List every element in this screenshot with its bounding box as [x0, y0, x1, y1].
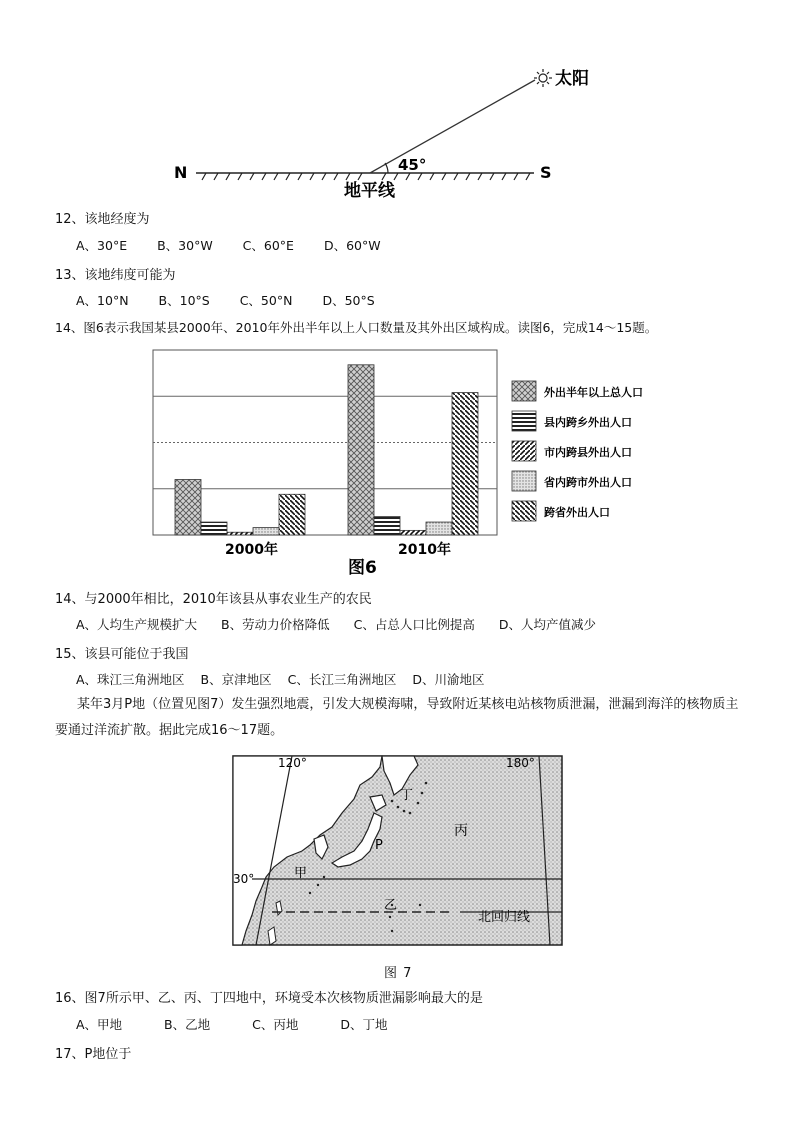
legend-swatch-province [512, 471, 536, 491]
q15-options [76, 670, 510, 688]
q12-options [76, 236, 407, 254]
tropic-label: 北回归线 [478, 910, 531, 925]
category-label: 2000年 [225, 542, 278, 558]
q14-stem: 14、与2000年相比，2010年该县从事农业生产的农民 [55, 592, 372, 607]
q13-options [76, 291, 401, 309]
horizon-hatch [202, 173, 530, 180]
q16-option-b[interactable]: B、乙地 [164, 1017, 211, 1032]
category-label: 2010年 [398, 542, 451, 558]
q13-option-b[interactable]: B、10°S [158, 293, 210, 308]
jia-label: 甲 [294, 866, 308, 881]
q15-option-d[interactable]: D、川渝地区 [412, 672, 485, 687]
q16-option-d[interactable]: D、丁地 [340, 1017, 388, 1032]
q13-option-c[interactable]: C、50°N [239, 293, 293, 308]
bar-2010-total [348, 365, 374, 535]
legend-label-province: 省内跨市外出人口 [544, 476, 632, 489]
bar-2000-cross-province [279, 494, 305, 535]
chart-title: 图6 [348, 558, 377, 578]
q13-option-a[interactable]: A、10°N [76, 293, 129, 308]
q12-option-b[interactable]: B、30°W [157, 238, 213, 253]
north-label: N [174, 163, 188, 182]
south-label: S [540, 163, 552, 182]
q14-option-c[interactable]: C、占总人口比例提高 [353, 617, 475, 632]
q14-option-b[interactable]: B、劳动力价格降低 [221, 617, 330, 632]
q15-option-b[interactable]: B、京津地区 [200, 672, 272, 687]
bar-2000-province [253, 528, 279, 535]
q15-option-a[interactable]: A、珠江三角洲地区 [76, 672, 185, 687]
legend-label-cross-province: 跨省外出人口 [544, 506, 610, 519]
lon-180-label: 180° [506, 756, 535, 770]
q16-option-c[interactable]: C、丙地 [252, 1017, 299, 1032]
q17-stem: 17、P地位于 [55, 1047, 132, 1062]
sun-ray [370, 80, 535, 173]
q12-option-d[interactable]: D、60°W [323, 238, 381, 253]
bar-2010-county [374, 517, 400, 536]
p-label: P [375, 838, 383, 853]
lon-120-label: 120° [278, 756, 307, 770]
legend-swatch-city [512, 441, 536, 461]
legend-swatch-total [512, 381, 536, 401]
bar-2000-total [175, 480, 201, 536]
q12-option-a[interactable]: A、30°E [76, 238, 128, 253]
q13-option-d[interactable]: D、50°S [322, 293, 375, 308]
bing-label: 丙 [454, 823, 468, 839]
population-bar-chart [150, 345, 650, 580]
q16-option-a[interactable]: A、甲地 [76, 1017, 123, 1032]
q12-option-c[interactable]: C、60°E [242, 238, 294, 253]
angle-label: 45° [398, 156, 427, 174]
intro-16: 某年3月P地（位置见图7）发生强烈地震，引发大规模海啸，导致附近某核电站核物质泄漏，泄漏到海洋的核物质主要通过洋流扩散。据此完成16～17题。 [55, 697, 739, 738]
angle-arc [385, 163, 388, 173]
ding-label: 丁 [400, 788, 414, 803]
q14-options [76, 615, 616, 633]
intro-14: 14、图6表示我国某县2000年、2010年外出半年以上人口数量及其外出区域构成。读图6，完成14～15题。 [55, 320, 658, 335]
lat-30-label: 30° [233, 872, 255, 886]
philippines-land [268, 927, 276, 945]
legend-label-city: 市内跨县外出人口 [544, 446, 632, 459]
sun-icon [534, 69, 552, 87]
horizon-label: 地平线 [344, 181, 395, 200]
bar-2010-city [400, 530, 426, 535]
q16-options [76, 1015, 413, 1033]
q14-option-a[interactable]: A、人均生产规模扩大 [76, 617, 198, 632]
q12-stem: 12、该地经度为 [55, 212, 150, 227]
legend-swatch-cross-province [512, 501, 536, 521]
yi-label: 乙 [384, 898, 398, 913]
legend-label-total: 外出半年以上总人口 [544, 386, 643, 399]
q13-stem: 13、该地纬度可能为 [55, 268, 176, 283]
q14-option-d[interactable]: D、人均产值减少 [498, 617, 596, 632]
sun-angle-figure [160, 60, 600, 200]
bar-2000-county [201, 522, 227, 535]
sun-label: 太阳 [555, 69, 589, 89]
legend-label-county: 县内跨乡外出人口 [544, 416, 632, 429]
q15-option-c[interactable]: C、长江三角洲地区 [287, 672, 397, 687]
bar-2010-cross-province [452, 393, 478, 535]
map-caption: 图 7 [384, 966, 413, 981]
q16-stem: 16、图7所示甲、乙、丙、丁四地中，环境受本次核物质泄漏影响最大的是 [55, 991, 483, 1006]
bar-2000-city [227, 532, 253, 535]
legend-swatch-county [512, 411, 536, 431]
pacific-map [232, 755, 564, 947]
bar-2010-province [426, 522, 452, 535]
q15-stem: 15、该县可能位于我国 [55, 647, 189, 662]
